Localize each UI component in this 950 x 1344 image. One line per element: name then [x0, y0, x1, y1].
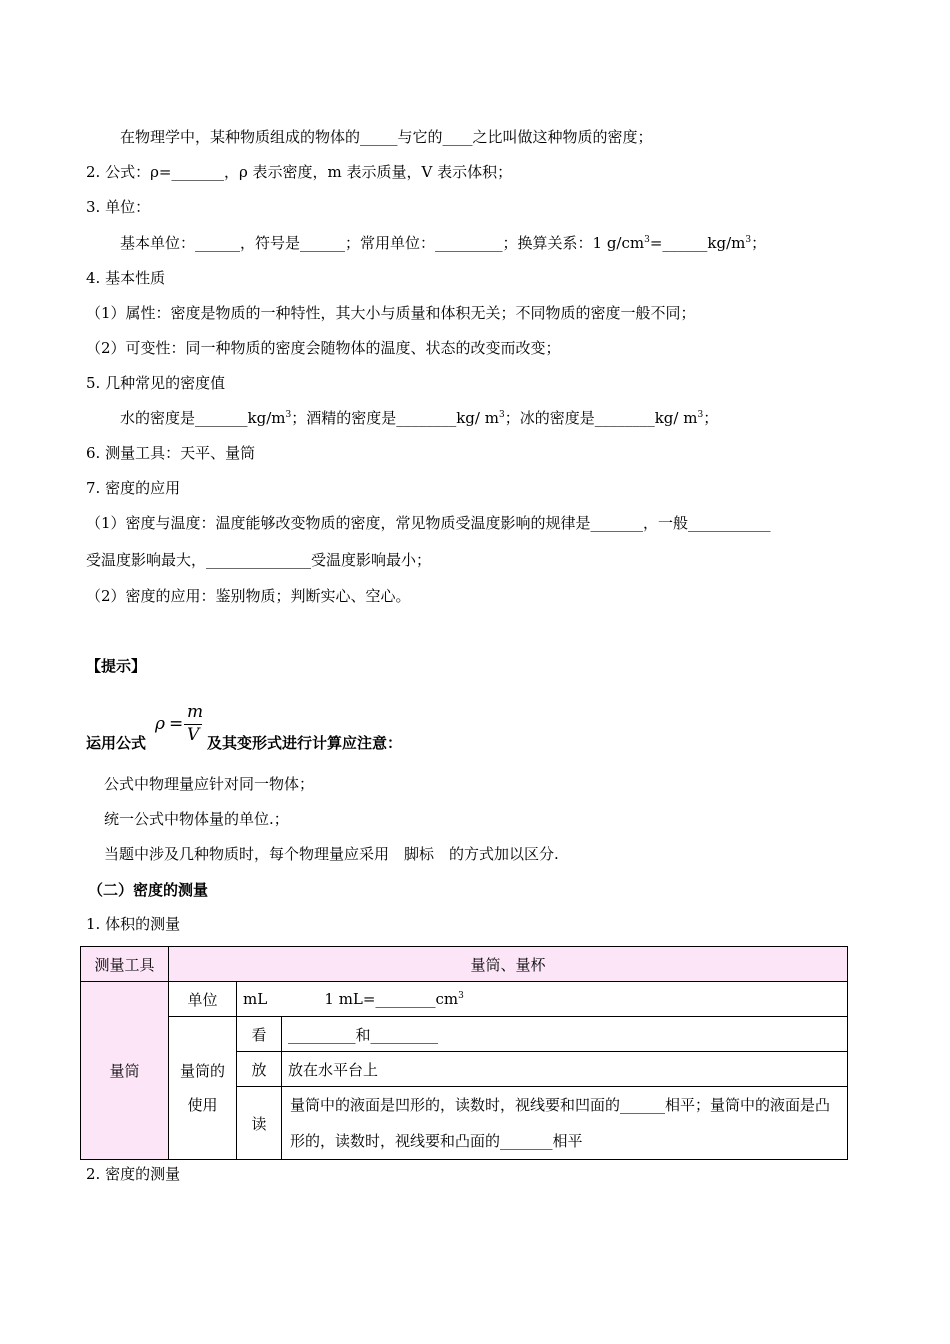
superscript: 3: [498, 410, 505, 420]
application-1: （1）密度与温度：温度能够改变物质的密度，常见物质受温度影响的规律是_______，一般___________: [86, 514, 771, 532]
density-formula: [155, 702, 207, 748]
volume-measure-heading: 1. 体积的测量: [86, 915, 181, 933]
section-measurement: （二）密度的测量: [88, 881, 209, 899]
density-measure-heading: 2. 密度的测量: [86, 1165, 181, 1183]
note-2: 统一公式中物体量的单位.；: [104, 810, 289, 828]
unit-detail-a: 基本单位：______，符号是______；常用单位：_________；换算关系：1 g/cm: [120, 234, 645, 252]
superscript: 3: [697, 410, 704, 420]
ice-density: ；冰的密度是________kg/ m: [504, 409, 698, 427]
note-3: 当题中涉及几种物质时，每个物理量应采用 脚标 的方式加以区分.: [104, 845, 559, 863]
superscript: 3: [285, 410, 292, 420]
water-density: 水的密度是_______kg/m: [120, 409, 286, 427]
measure-tools: 6. 测量工具：天平、量筒: [86, 444, 256, 462]
common-values: [120, 407, 718, 429]
formula-numerator: m: [187, 702, 204, 722]
table-cell-cylinder: 量筒: [81, 982, 169, 1160]
property-heading: 4. 基本性质: [86, 269, 166, 287]
application-1-cont: 受温度影响最大，______________受温度影响最小；: [86, 551, 432, 569]
superscript: 3: [644, 235, 650, 245]
table-cell-read-value: 量筒中的液面是凹形的，读数时，视线要和凹面的______相平；量筒中的液面是凸形的，读数时，视线要和凸面的_______相平: [282, 1087, 848, 1160]
hint-lead: 运用公式: [86, 734, 147, 752]
common-values-heading: 5. 几种常见的密度值: [86, 374, 226, 392]
table-cell-unit: 单位: [169, 982, 237, 1017]
table-header-value: 量筒、量杯: [169, 947, 848, 982]
formula-rho: ρ: [155, 714, 165, 734]
measurement-table: [80, 946, 848, 1160]
table-cell-look: 看: [237, 1017, 282, 1052]
superscript: 3: [745, 235, 752, 245]
superscript: 3: [458, 991, 464, 1001]
table-row: [81, 1017, 848, 1052]
table-header-tool: 测量工具: [81, 947, 169, 982]
table-cell-look-value: _________和_________: [282, 1017, 848, 1052]
table-row: [81, 947, 848, 982]
formula-item: 2. 公式：ρ=_______，ρ 表示密度，m 表示质量，V 表示体积；: [86, 163, 513, 181]
hint-tail: 及其变形式进行计算应注意：: [207, 734, 403, 752]
unit-detail-c: ；: [751, 234, 767, 252]
hint-title: 【提示】: [86, 657, 147, 675]
property-2: （2）可变性：同一种物质的密度会随物体的温度、状态的改变而改变；: [86, 339, 561, 357]
property-1: （1）属性：密度是物质的一种特性，其大小与质量和体积无关；不同物质的密度一般不同；: [86, 304, 696, 322]
unit-detail: [120, 232, 766, 254]
unit-heading: 3. 单位：: [86, 198, 151, 216]
table-cell-unit-value: [237, 982, 848, 1017]
alcohol-density: ；酒精的密度是________kg/ m: [291, 409, 499, 427]
density-definition: 在物理学中，某种物质组成的物体的_____与它的____之比叫做这种物质的密度；: [120, 128, 653, 146]
semicolon: ；: [703, 409, 719, 427]
formula-denominator: V: [187, 725, 200, 745]
table-cell-read: 读: [237, 1087, 282, 1160]
note-1: 公式中物理量应针对同一物体；: [104, 775, 315, 793]
table-cell-put: 放: [237, 1052, 282, 1087]
table-cell-usage: 量筒的使用: [169, 1017, 237, 1160]
application-2: （2）密度的应用：鉴别物质；判断实心、空心。: [86, 587, 411, 605]
application-heading: 7. 密度的应用: [86, 479, 181, 497]
table-cell-put-value: 放在水平台上: [282, 1052, 848, 1087]
formula-equals: =: [169, 714, 184, 734]
unit-detail-b: =______kg/m: [649, 234, 746, 252]
unit-value-text: mL 1 mL=________cm: [243, 990, 459, 1008]
table-row: [81, 982, 848, 1017]
